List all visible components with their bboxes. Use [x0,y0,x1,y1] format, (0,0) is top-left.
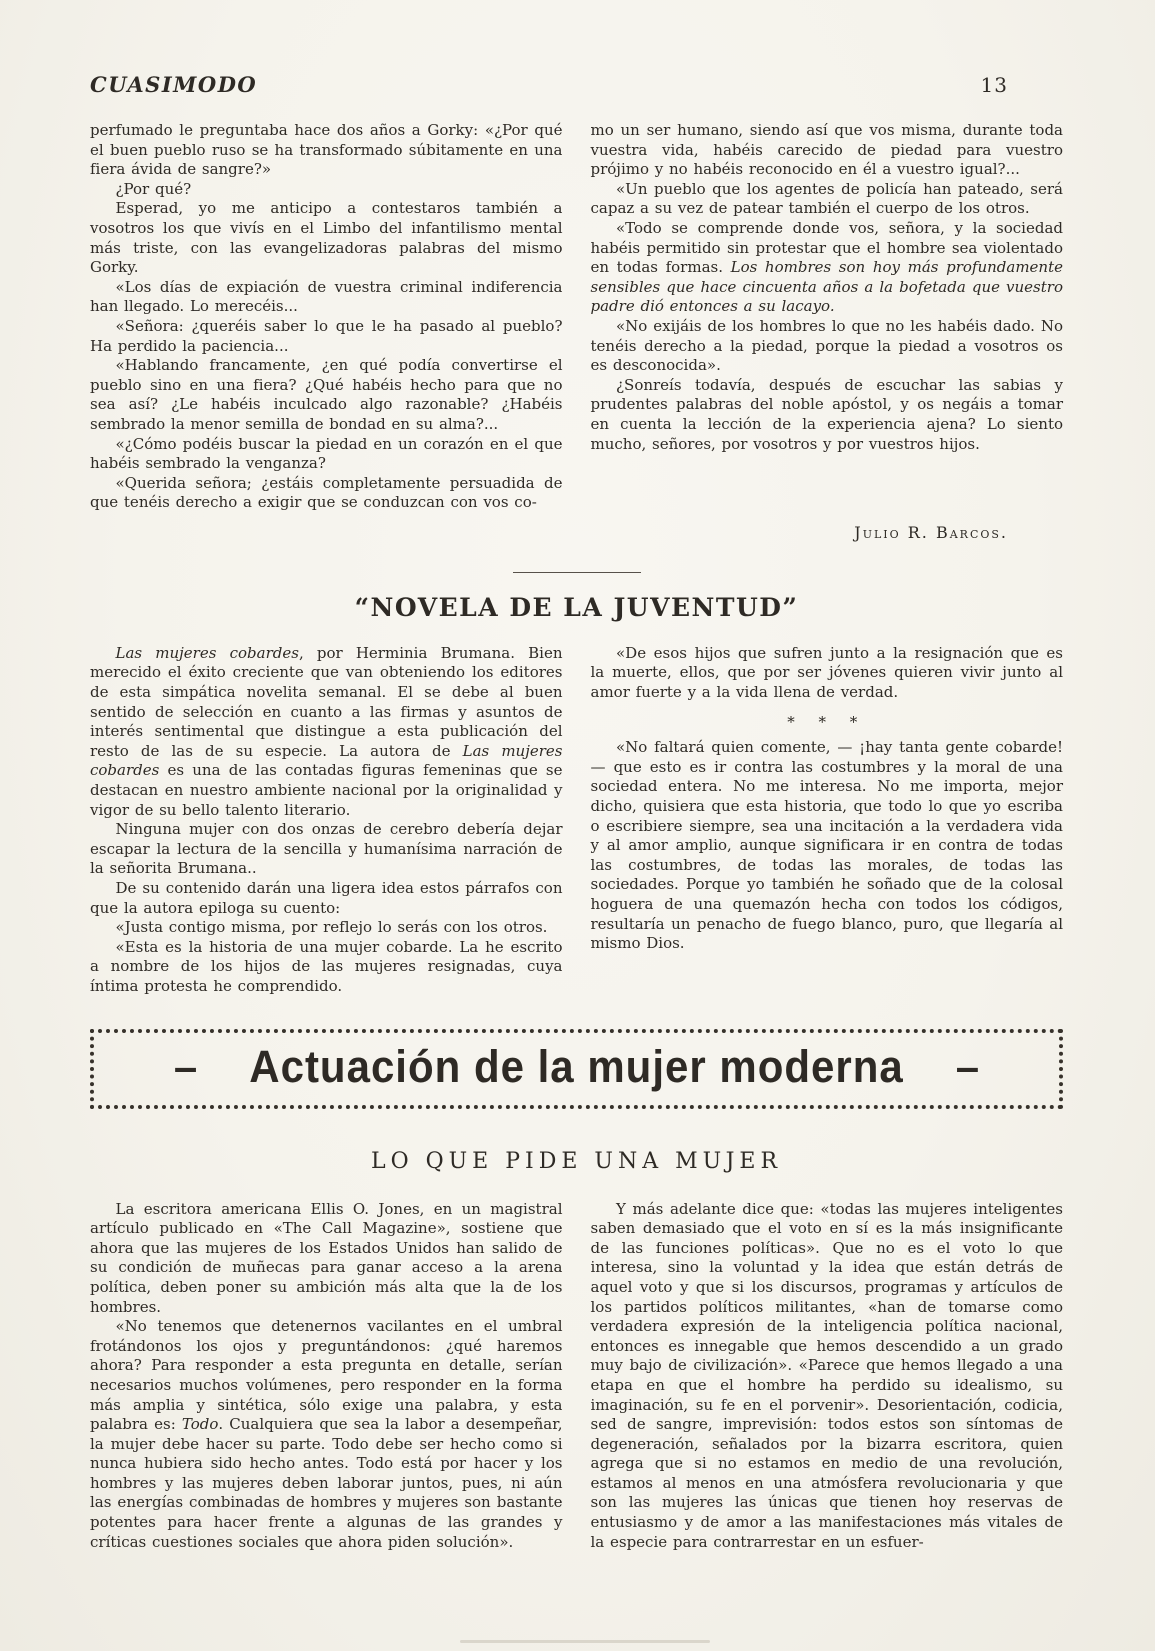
text-run: Y más adelante dice que: «todas las mujeres inteligentes saben demasiado que el voto en sí es la más insignificante de las funciones políticas». Que no es el voto lo que interesa, sino la voluntad y la idea que están detrás de aquel voto y que si los discursos, programas y artículos de los partidos políticos militantes, «han de tomarse como verdadera expresión de la inteligencia política nacional, entonces es innegable que hemos descendido a un grado muy bajo de civilización». «Parece que hemos llegado a una etapa en que el hombre ha perdido su idealismo, su imaginación, su fe en el porvenir». Desorientación, codicia, sed de sangre, imprevisión: todos estos son síntomas de degeneración, señalados por la bizarra escritora, quien agrega que si no estamos en medio de una revolución, estamos al menos en una atmósfera revolucionaria y que son las mujeres las únicas que tienen hoy reservas de entusiasmo y de amor a las manifestaciones más vitales de la especie para contrarrestar en un esfuer- [590,1199,1063,1551]
text-run: De su contenido darán una ligera idea estos párrafos con que la autora epiloga su cuento: [90,879,563,917]
paragraph [90,356,563,434]
text-run: mo un ser humano, siendo así que vos misma, durante toda vuestra vida, habéis carecido de piedad para vuestro prójimo y no habéis reconocido en él a vuestro igual?... [590,121,1063,179]
paragraph [591,1200,1064,1553]
text-run: «Hablando francamente, ¿en qué podía convertirse el pueblo sino en una fiera? ¿Qué habéis hecho para que no sea así? ¿Le habéis inculcado algo razonable? ¿Habéis sembrado la menor semilla de bondad en su alma?... [90,356,563,433]
text-run: es una de las contadas figuras femeninas que se destacan en nuestro ambiente nacional por la originalidad y vigor de su bello talento literario. [90,761,563,819]
text-run: , por Herminia Brumana. Bien merecido el éxito creciente que van obteniendo los editores de esta simpática novelita semanal. El se debe al buen sentido de selección en cuanto a las firmas y asuntos de interés sentimental que distingue a esta publicación del resto de las de su especie. La autora de [90,643,563,760]
paragraph [591,180,1064,219]
paragraph [90,317,563,356]
paragraph [90,121,563,180]
text-run: Ninguna mujer con dos onzas de cerebro debería dejar escapar la lectura de la sencilla y humanísima narración de la señorita Brumana.. [90,820,563,878]
article3-right-column [591,1200,1064,1553]
paragraph [90,199,563,277]
banner-dash-right: – [955,1042,980,1090]
banner-title: Actuación de la mujer moderna [249,1040,904,1092]
text-run: «Justa contigo misma, por reflejo lo serás con los otros. [115,918,548,937]
article2-columns [90,644,1063,997]
text-run: «Esta es la historia de una mujer cobarde. La he escrito a nombre de los hijos de las mujeres resignadas, cuya íntima protesta he comprendido. [90,937,563,995]
article3-heading: LO QUE PIDE UNA MUJER [370,1148,783,1174]
paragraph [90,918,563,938]
paragraph [90,879,563,918]
article2-heading: “NOVELA DE LA JUVENTUD” [354,592,799,622]
article1-left-column [90,121,563,513]
text-run: La escritora americana Ellis O. Jones, en un magistral artículo publicado en «The Call Magazine», sostiene que ahora que las mujeres de los Estados Unidos han salido de su condición de muñecas para ganar acceso a la arena política, deben poner su ambición más alta que la de los hombres. [90,1199,563,1316]
article3-columns [90,1200,1063,1553]
page-header [90,72,1063,97]
paragraph [90,644,563,820]
text-run: ¿Sonreís todavía, después de escuchar las sabias y prudentes palabras del noble apóstol, y os negáis a tomar en cuenta la lección de la experiencia ajena? Lo siento mucho, señores, por vosotros y por vuestros hijos. [590,375,1063,453]
section-divider [513,572,641,573]
paragraph [591,376,1064,454]
paragraph [90,474,563,513]
paragraph [591,121,1064,180]
author-signature: Julio R. Barcos. [854,522,1008,542]
page-number: 13 [980,73,1008,97]
text-run: «Los días de expiación de vuestra criminal indiferencia han llegado. Lo merecéis... [90,277,563,316]
scan-artifact [460,1640,710,1643]
text-run: «No exijáis de los hombres lo que no les habéis dado. No tenéis derecho a la piedad, porque la piedad a vosotros os es desconocida». [590,316,1063,375]
text-run: «No tenemos que detenernos vacilantes en el umbral frotándonos los ojos y preguntándonos: ¿qué haremos ahora? Para responder a esta pregunta en detalle, serían necesarios muchos volúmenes, pero responder en la forma más amplia y sintética, sólo exige una palabra, y esta palabra es: [90,1317,563,1434]
paragraph [90,435,563,474]
paragraph [90,180,563,200]
journal-title: CUASIMODO [90,72,258,97]
paragraph [591,644,1064,703]
text-run: «Señora: ¿queréis saber lo que le ha pasado al pueblo? Ha perdido la paciencia... [90,316,563,355]
paragraph [90,278,563,317]
paragraph [591,219,1064,317]
paragraph [90,820,563,879]
italic-text-run: Las mujeres cobardes [115,643,299,662]
paragraph [591,703,1064,739]
article2-left-column [90,644,563,997]
article1-right-column [591,121,1064,513]
paragraph [90,938,563,997]
italic-text-run: Los hombres son hoy más profundamente sensibles que hace cincuenta años a la bofetada que vuestro padre dió entonces a su lacayo. [590,258,1063,316]
article3-left-column [90,1200,563,1553]
text-run: ¿Por qué? [115,179,192,198]
article2-right-column [591,644,1064,997]
paragraph [591,738,1064,954]
banner-box [90,1029,1063,1109]
text-run: «Querida señora; ¿estáis completamente persuadida de que tenéis derecho a exigir que se conduzcan con vos co- [90,473,563,512]
paragraph [591,317,1064,376]
text-run: * * * [787,712,867,731]
article1-columns [90,121,1063,513]
paragraph [90,1317,563,1552]
text-run: «De esos hijos que sufren junto a la resignación que es la muerte, ellos, que por ser jóvenes quieren vivir junto al amor fuerte y a la vida llena de verdad. [590,643,1063,702]
text-run: «Un pueblo que los agentes de policía han pateado, será capaz a su vez de patear también el cuerpo de los otros. [590,179,1063,218]
text-run: perfumado le preguntaba hace dos años a Gorky: «¿Por qué el buen pueblo ruso se ha transformado súbitamente en una fiera ávida de sangre?» [90,121,563,179]
paragraph [90,1200,563,1318]
text-run: «¿Cómo podéis buscar la piedad en un corazón en el que habéis sembrado la venganza? [90,434,563,473]
text-run: «Todo se comprende donde vos, señora, y la sociedad habéis permitido sin protestar que el hombre sea violentado en todas formas. [590,218,1063,277]
text-run: . Cualquiera que sea la labor a desempeñar, la mujer debe hacer su parte. Todo debe ser hecho como si nunca hubiera sido hecho antes. Todo está por hacer y los hombres y las mujeres deben laborar juntos, pues, ni aún las energías combinadas de hombres y mujeres son bastante potentes para hacer frente a algunas de las grandes y críticas cuestiones sociales que ahora piden solución». [90,1415,563,1551]
text-run: Esperad, yo me anticipo a contestaros también a vosotros los que vivís en el Limbo del infantilismo mental más triste, con las evangelizadoras palabras del mismo Gorky. [90,199,563,277]
italic-text-run: Las mujeres cobardes [90,741,563,780]
italic-text-run: Todo [181,1415,219,1434]
text-run: «No faltará quien comente, — ¡hay tanta gente cobarde! — que esto es ir contra las costumbres y la moral de una sociedad entera. No me interesa. No me importa, mejor dicho, quisiera que esta historia, que todo lo que yo escriba o escribiere siempre, sea una incitación a la verdadera vida y al amor amplio, aunque significara ir en contra de todas las costumbres, de todas las morales, de todas las sociedades. Porque yo también he soñado que de la colosal hoguera de una quemazón hecha con todos los códigos, resultaría un penacho de fuego blanco, puro, que llegaría al mismo Dios. [590,738,1063,953]
banner-dash-left: – [173,1042,198,1090]
